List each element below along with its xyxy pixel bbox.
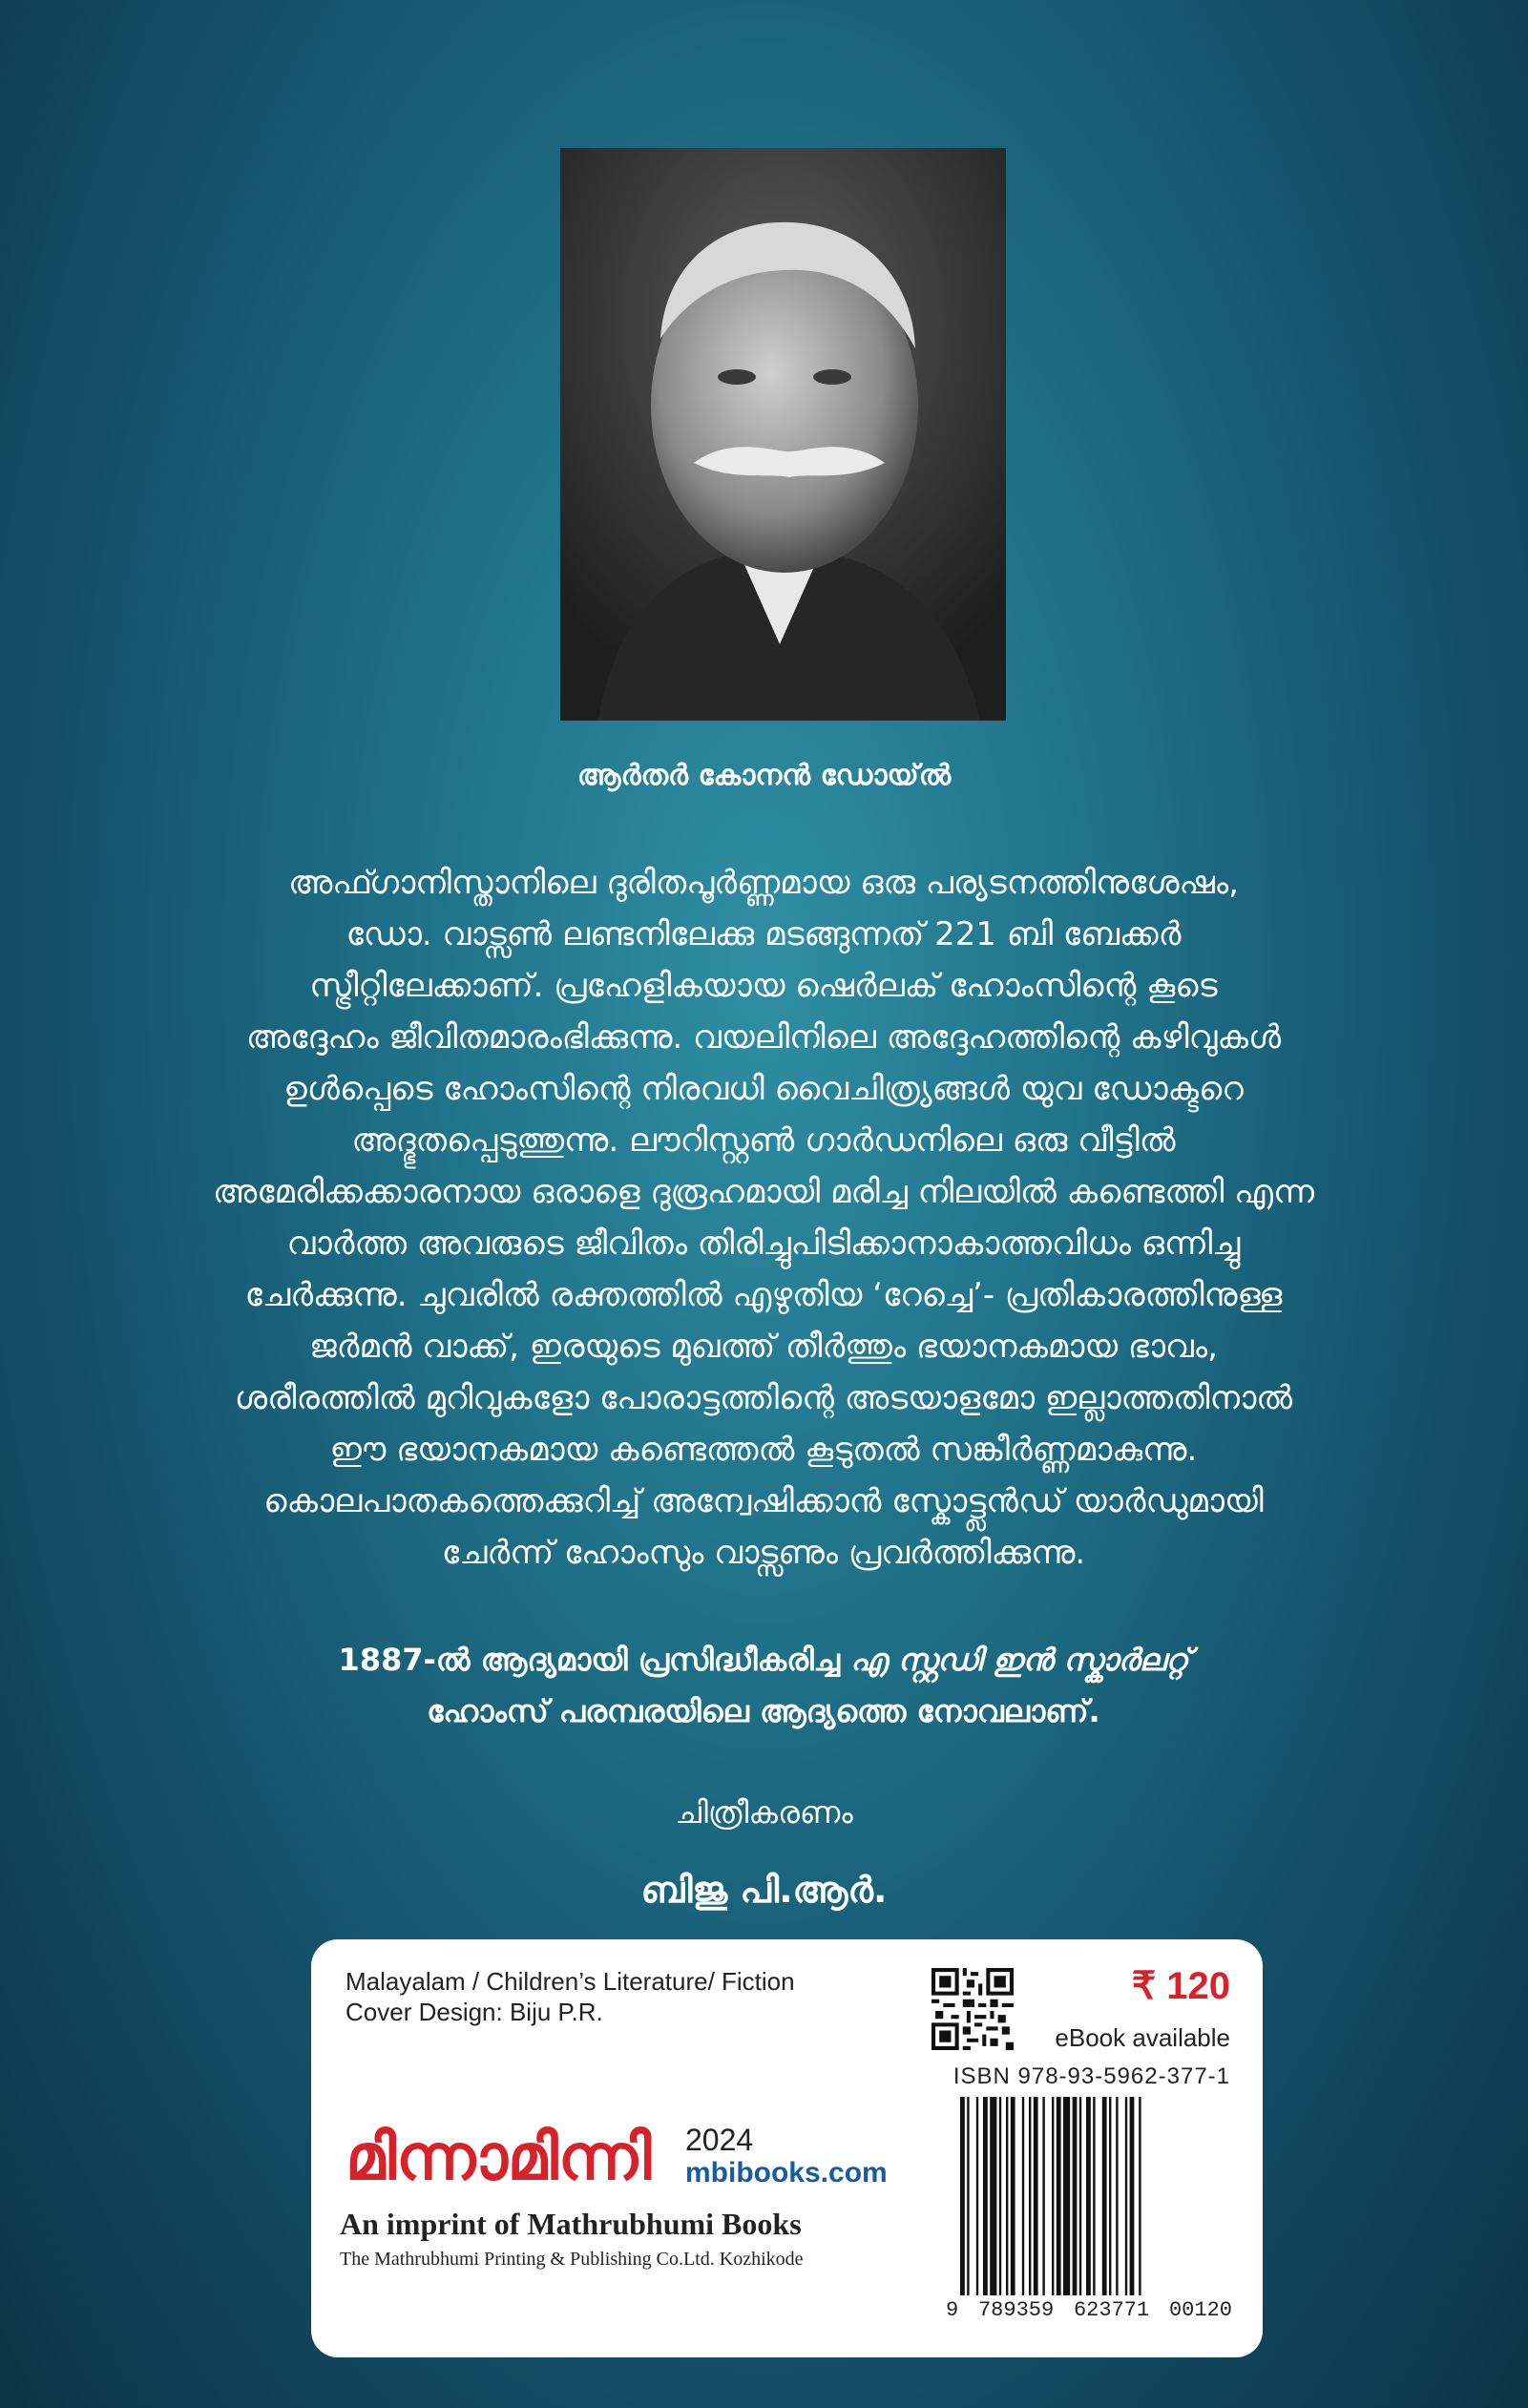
barcode-bar xyxy=(1093,2097,1095,2295)
blurb-line: സ്ട്രീറ്റിലേക്കാണ്. പ്രഹേളികയായ ഷെർലക് ഹോംസിന്റെ കൂടെ xyxy=(309,967,1218,1005)
blurb-line: ചേർക്കുന്നു. ചുവരിൽ രക്തത്തിൽ എഴുതിയ ‘റേച്ചെ’- പ്രതികാരത്തിനുള്ള xyxy=(244,1276,1283,1314)
barcode-bar xyxy=(1079,2097,1081,2295)
blurb-line: ജർമൻ വാക്ക്, ഇരയുടെ മുഖത്ത് തീർത്തും ഭയാനകമായ ഭാവം, xyxy=(309,1328,1218,1366)
barcode-bar xyxy=(1011,2097,1015,2295)
publication-year: 2024 xyxy=(685,2123,754,2157)
barcode-bar xyxy=(1116,2097,1118,2295)
barcode-bar xyxy=(1109,2097,1111,2295)
category-block xyxy=(345,1966,795,2027)
barcode-bar xyxy=(983,2097,988,2295)
price: ₹ 120 xyxy=(1131,1965,1230,2007)
category-text: Malayalam / Children’s Literature/ Fiction xyxy=(345,1967,795,1996)
barcode-bar xyxy=(1139,2097,1141,2295)
barcode-bar xyxy=(976,2097,978,2295)
publisher-website: mbibooks.com xyxy=(685,2157,888,2188)
blurb-line: ചേർന്ന് ഹോംസും വാട്സണും പ്രവർത്തിക്കുന്നു. xyxy=(441,1534,1086,1572)
blurb-line: വാർത്ത അവരുടെ ജീവിതം തിരിച്ചുപിടിക്കാനാകാത്തവിധം ഒന്നിച്ചു xyxy=(286,1225,1241,1263)
barcode-bar xyxy=(1029,2097,1031,2295)
blurb-line: അമേരിക്കക്കാരനായ ഒരാളെ ദുരൂഹമായി മരിച്ച നിലയിൽ കണ്ടെത്തി എന്ന xyxy=(213,1173,1314,1211)
info-panel xyxy=(311,1939,1263,2357)
isbn-number: ISBN 978-93-5962-377-1 xyxy=(952,2063,1230,2089)
barcode-bar xyxy=(1034,2097,1038,2295)
imprint-line: An imprint of Mathrubhumi Books xyxy=(340,2207,802,2241)
ebook-availability: eBook available xyxy=(1055,2023,1230,2052)
barcode-bar xyxy=(1006,2097,1008,2295)
publication-note-line xyxy=(143,1634,1384,1686)
blurb-text xyxy=(143,857,1384,1579)
illustration-label: ചിത്രീകരണം xyxy=(675,1794,853,1831)
barcode-bar xyxy=(1063,2097,1070,2295)
barcode-bar xyxy=(1130,2097,1135,2295)
barcode-digits xyxy=(946,2298,1232,2322)
barcode-bar xyxy=(960,2097,965,2295)
blurb-line: ശരീരത്തിൽ മുറിവുകളോ പോരാട്ടത്തിന്റെ അടയാളമോ ഇല്ലാത്തതിനാൽ xyxy=(234,1379,1293,1417)
qr-code-icon xyxy=(931,1968,1014,2050)
cover-design-credit: Cover Design: Biju P.R. xyxy=(345,1998,603,2026)
barcode-bar xyxy=(990,2097,996,2295)
illustrator-name: ബിജു പി.ആർ. xyxy=(640,1869,888,1911)
barcode-bar xyxy=(967,2097,969,2295)
blurb-line: കൊലപാതകത്തെക്കുറിച്ച് അന്വേഷിക്കാൻ സ്കോട്ട്ലൻഡ് യാർഡുമായി xyxy=(263,1482,1264,1520)
blurb-line: ഡോ. വാട്സൺ ലണ്ടനിലേക്കു മടങ്ങുന്നത് 221 ബി ബേക്കർ xyxy=(345,915,1182,953)
barcode-digit-group: 9 xyxy=(946,2298,959,2322)
publication-note-line: ഹോംസ് പരമ്പരയിലെ ആദ്യത്തെ നോവലാണ്. xyxy=(427,1693,1100,1729)
portrait-image xyxy=(560,148,1006,721)
barcode-digit-group: 789359 xyxy=(977,2298,1055,2322)
barcode-bar xyxy=(1125,2097,1127,2295)
barcode-bar xyxy=(1022,2097,1024,2295)
blurb-line: അദ്ദേഹം ജീവിതമാരംഭിക്കുന്നു. വയലിനിലെ അദ്ദേഹത്തിന്റെ കഴിവുകൾ xyxy=(245,1018,1282,1057)
book-title: എ സ്റ്റഡി ഇൻ സ്കാർലറ്റ് xyxy=(850,1642,1189,1678)
barcode-bar xyxy=(1052,2097,1054,2295)
barcode-bar xyxy=(1073,2097,1078,2295)
barcode-bar xyxy=(1102,2097,1107,2295)
publisher-logo: മിന്നാമിന്നി xyxy=(345,2121,652,2194)
barcode-digit-group: 623771 xyxy=(1073,2298,1150,2322)
blurb-line: ഉൾപ്പെടെ ഹോംസിന്റെ നിരവധി വൈചിത്ര്യങ്ങൾ യുവ ഡോക്ടറെ xyxy=(283,1070,1244,1108)
author-portrait xyxy=(560,148,1006,721)
barcode-digit-group: 00120 xyxy=(1168,2298,1232,2322)
portrait-caption: ആർതർ കോനൻ ഡോയ്ൽ xyxy=(576,759,952,792)
barcode-bar xyxy=(1057,2097,1061,2295)
blurb-line: ഈ ഭയാനകമായ കണ്ടെത്തൽ കൂടുതൽ സങ്കീർണ്ണമാകുന്നു. xyxy=(329,1431,1198,1469)
blurb-line: അദ്ഭുതപ്പെടുത്തുന്നു. ലൗറിസ്റ്റൺ ഗാർഡനിലെ ഒരു വീട്ടിൽ xyxy=(351,1121,1176,1160)
barcode-bar xyxy=(1042,2097,1044,2295)
publication-year-text: 1887-ൽ ആദ്യമായി പ്രസിദ്ധീകരിച്ച xyxy=(338,1642,851,1678)
blurb-line: അഫ്ഗാനിസ്താനിലെ ദുരിതപൂർണ്ണമായ ഒരു പര്യടനത്തിനുശേഷം, xyxy=(288,864,1239,902)
printer-line: The Mathrubhumi Printing & Publishing Co.Ltd. Kozhikode xyxy=(340,2249,804,2270)
publication-note xyxy=(143,1634,1384,1737)
barcode-icon xyxy=(960,2097,1227,2295)
barcode-bar xyxy=(1086,2097,1091,2295)
barcode-bar xyxy=(999,2097,1001,2295)
